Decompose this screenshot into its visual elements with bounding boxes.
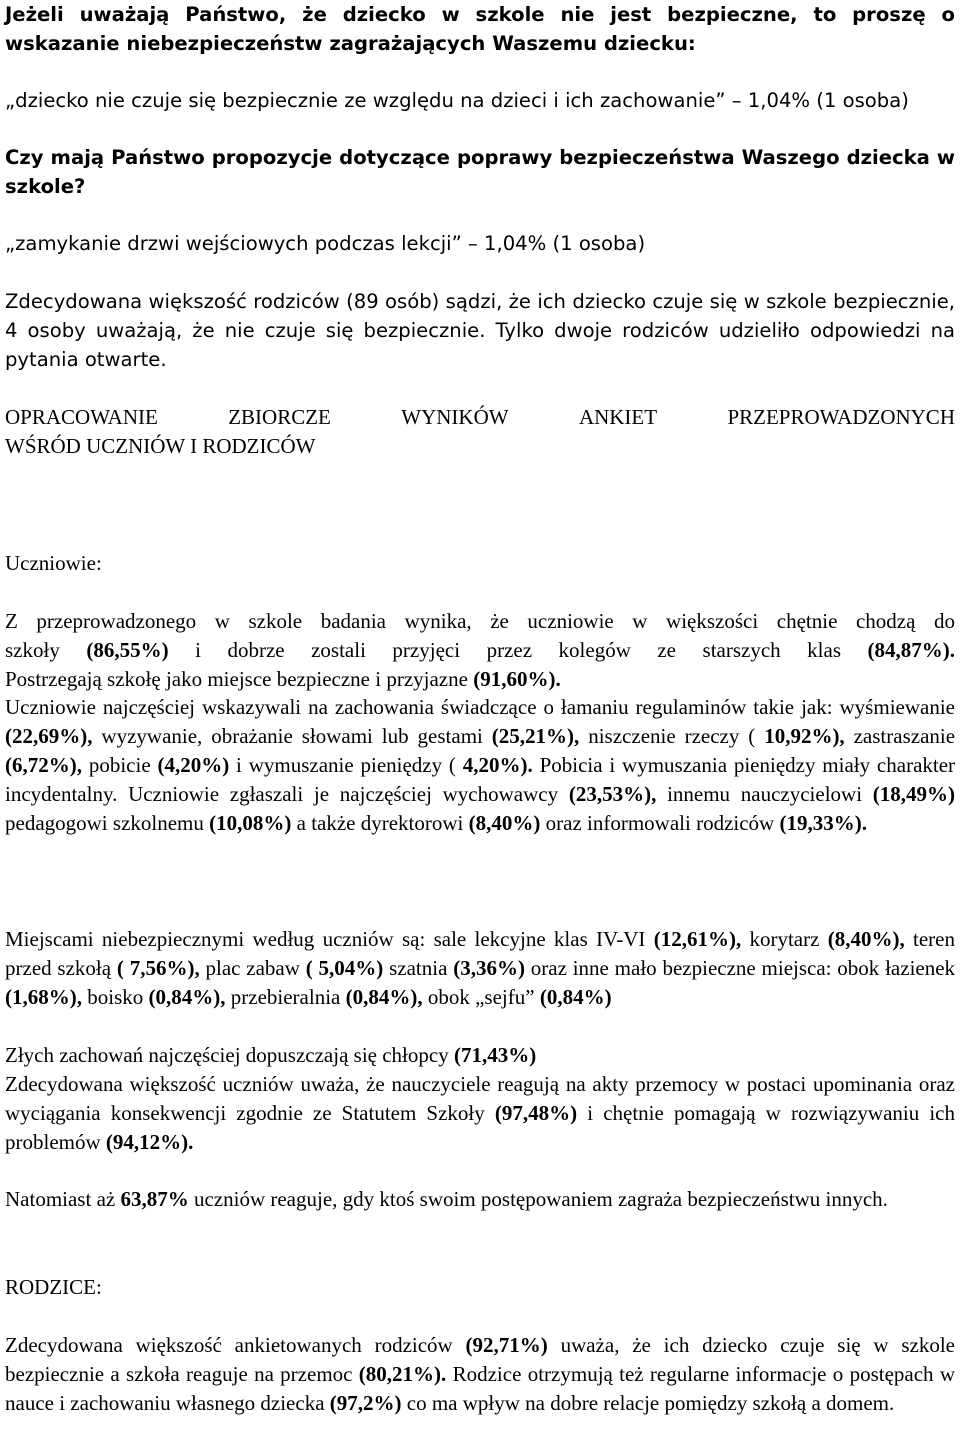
heading-word: ANKIET (578, 405, 658, 429)
heading-word: PRZEPROWADZONYCH (727, 405, 955, 429)
parents-summary: Zdecydowana większość rodziców (89 osób) sądzi, że ich dziecko czuje się w szkole bezpiecznie, 4 osoby uważają, że nie czuje się bezpiecznie. Tylko dwoje rodziców udzieliło odpowiedzi na pytania otwarte. (5, 290, 955, 371)
students-paragraph-6: Natomiast aż 63,87% uczniów reaguje, gdy ktoś swoim postępowaniem zagraża bezpieczeństwu innych. (5, 1187, 888, 1211)
students-heading: Uczniowie: (5, 551, 102, 575)
heading-word: WYNIKÓW (401, 405, 509, 429)
students-p1-line3: Postrzegają szkołę jako miejsce bezpieczne i przyjazne (91,60%). (5, 667, 561, 691)
students-paragraph-1 (5, 607, 955, 694)
students-p1-line1: Z przeprowadzonego w szkole badania wynika, że uczniowie w większości chętnie chodzą do (5, 609, 955, 633)
heading-word: ZBIORCZE (228, 405, 331, 429)
heading-word: OPRACOWANIE (5, 405, 158, 429)
students-paragraph-2: Uczniowie najczęściej wskazywali na zachowania świadczące o łamaniu regulaminów takie jak: wyśmiewanie (22,69%), wyzywanie, obrażanie słowami lub gestami (25,21%), niszczenie rzeczy ( 10,92%), zastraszanie (6,72%), pobicie (4,20%) i wymuszanie pieniędzy ( 4,20%). Pobicia i wymuszania pieniędzy miały charakter incydentalny. Uczniowie zgłaszali je najczęściej wychowawcy (23,53%), innemu nauczycielowi (18,49%) pedagogowi szkolnemu (10,08%) a także dyrektorowi (8,40%) oraz informowali rodziców (19,33%). (5, 695, 956, 835)
students-p1-line2: szkoły (86,55%) i dobrze zostali przyjęci przez kolegów ze starszych klas (84,87%). (5, 638, 955, 662)
question-unsafe: Jeżeli uważają Państwo, że dziecko w szkole nie jest bezpieczne, to proszę o wskazanie niebezpieczeństw zagrażających Waszemu dziecku: (5, 3, 955, 55)
report-heading-line1 (5, 403, 955, 432)
answer-proposals: „zamykanie drzwi wejściowych podczas lekcji” – 1,04% (1 osoba) (5, 232, 646, 255)
parents-heading: RODZICE: (5, 1275, 102, 1299)
answer-unsafe: „dziecko nie czuje się bezpiecznie ze względu na dzieci i ich zachowanie” – 1,04% (1 osoba) (5, 89, 909, 112)
report-heading (5, 403, 955, 461)
question-proposals: Czy mają Państwo propozycje dotyczące poprawy bezpieczeństwa Waszego dziecka w szkole? (5, 146, 955, 198)
students-paragraph-4: Złych zachowań najczęściej dopuszczają się chłopcy (71,43%) (5, 1043, 537, 1067)
students-paragraph-3: Miejscami niebezpiecznymi według uczniów są: sale lekcyjne klas IV-VI (12,61%), korytarz (8,40%), teren przed szkołą ( 7,56%), plac zabaw ( 5,04%) szatnia (3,36%) oraz inne mało bezpieczne miejsca: obok łazienek (1,68%), boisko (0,84%), przebieralnia (0,84%), obok „sejfu” (0,84%) (5, 927, 956, 1009)
students-paragraph-5: Zdecydowana większość uczniów uważa, że nauczyciele reagują na akty przemocy w postaci upominania oraz wyciągania konsekwencji zgodnie ze Statutem Szkoły (97,48%) i chętnie pomagają w rozwiązywaniu ich problemów (94,12%). (5, 1072, 956, 1154)
report-heading-line2: WŚRÓD UCZNIÓW I RODZICÓW (5, 434, 316, 458)
parents-paragraph-1: Zdecydowana większość ankietowanych rodziców (92,71%) uważa, że ich dziecko czuje się w szkole bezpiecznie a szkoła reaguje na przemoc (80,21%). Rodzice otrzymują też regularne informacje o postępach w nauce i zachowaniu własnego dziecka (97,2%) co ma wpływ na dobre relacje pomiędzy szkołą a domem. (5, 1333, 956, 1415)
